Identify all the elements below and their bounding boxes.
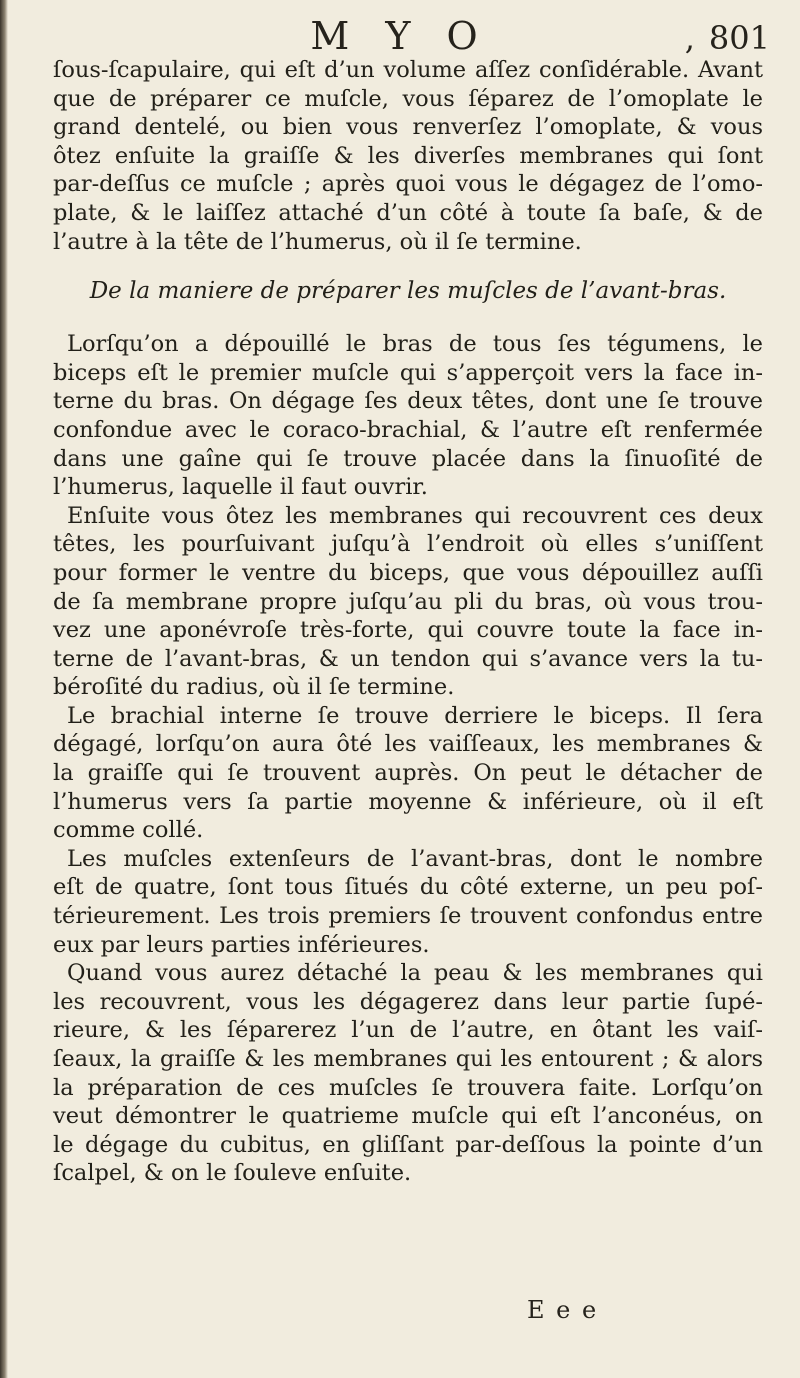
text-line: grand dentelé, ou bien vous renverſez l’omoplate, & vous [53,114,763,141]
text-line: l’humerus vers ſa partie moyenne & inférieure, où il eſt [53,788,763,815]
text-line: le dégage du cubitus, en gliſſant par-deſſous la pointe d’un [53,1131,763,1158]
body-text [53,56,763,1188]
page-header [0,14,800,58]
text-line: par-deſſus ce muſcle ; après quoi vous le dégagez de l’omo- [53,171,763,198]
page-number-comma: , [684,19,695,57]
paragraph-4 [53,702,763,845]
text-line: la graiſſe qui ſe trouvent auprès. On peut le détacher de [53,760,763,787]
text-line: Quand vous aurez détaché la peau & les membranes qui [67,960,763,987]
text-line: terne du bras. On dégage ſes deux têtes, dont une ſe trouve [53,388,763,415]
text-line: l’autre à la tête de l’humerus, où il ſe termine. [53,228,582,255]
signature-mark: E e e [527,1296,599,1324]
paragraph-3 [53,502,763,702]
running-title: M Y O [310,14,490,58]
text-line: dans une gaîne qui ſe trouve placée dans la ſinuoſité de [53,445,763,472]
text-line: Enſuite vous ôtez les membranes qui recouvrent ces deux [67,502,763,529]
text-line: l’humerus, laquelle il faut ouvrir. [53,474,428,501]
paragraph-6 [53,959,763,1188]
text-line: térieurement. Les trois premiers ſe trouvent confondus entre [53,903,763,930]
text-line: ſeaux, la graiſſe & les membranes qui les entourent ; & alors [53,1046,763,1072]
text-line: eſt de quatre, ſont tous ſitués du côté externe, un peu poſ- [53,874,763,901]
text-line: têtes, les pourſuivant juſqu’à l’endroit où elles s’uniſſent [53,531,763,558]
paragraph-1 [53,56,763,256]
text-line: dégagé, lorſqu’on aura ôté les vaiſſeaux, les membranes & [53,731,763,758]
text-line: ſcalpel, & on le ſouleve enſuite. [53,1160,412,1187]
text-line: plate, & le laiſſez attaché d’un côté à toute ſa baſe, & de [53,199,763,226]
text-line: confondue avec le coraco-brachial, & l’autre eſt renfermée [53,416,763,443]
text-line: veut démontrer le quatrieme muſcle qui eſt l’anconéus, on [53,1103,763,1130]
binding-shadow [0,0,8,1378]
text-line: béroſité du radius, où il ſe termine. [53,674,455,701]
text-line: eux par leurs parties inférieures. [53,931,430,958]
text-line: Lorſqu’on a dépouillé le bras de tous ſes tégumens, le [67,331,763,358]
paragraph-5 [53,845,763,959]
text-line: terne de l’avant-bras, & un tendon qui s’avance vers la tu- [53,645,763,672]
text-line: que de préparer ce muſcle, vous ſéparez de l’omoplate le [53,85,763,112]
text-line: biceps eſt le premier muſcle qui s’apperçoit vers la face in- [53,359,763,386]
section-heading: De la maniere de préparer les muſcles de l’avant-bras. [89,278,727,305]
text-line: Le brachial interne ſe trouve derriere le biceps. Il ſera [67,702,763,729]
text-line: Les muſcles extenſeurs de l’avant-bras, dont le nombre [67,845,763,872]
text-line: pour former le ventre du biceps, que vous dépouillez auſſi [53,559,763,586]
text-line: ôtez enſuite la graiſſe & les diverſes membranes qui ſont [53,142,763,169]
text-line: ſous-ſcapulaire, qui eſt d’un volume aſſez conſidérable. Avant [53,57,763,83]
paragraph-2 [53,330,763,502]
text-line: la préparation de ces muſcles ſe trouvera faite. Lorſqu’on [53,1074,763,1101]
page-number-block [685,18,770,58]
page-number: 801 [708,19,770,57]
text-line: vez une aponévroſe très-forte, qui couvre toute la face in- [53,617,763,644]
text-line: comme collé. [53,817,204,844]
text-line: rieure, & les ſéparerez l’un de l’autre, en ôtant les vaiſ- [53,1017,763,1044]
text-line: les recouvrent, vous les dégagerez dans leur partie ſupé- [53,988,763,1015]
text-line: de ſa membrane propre juſqu’au pli du bras, où vous trou- [53,588,763,615]
